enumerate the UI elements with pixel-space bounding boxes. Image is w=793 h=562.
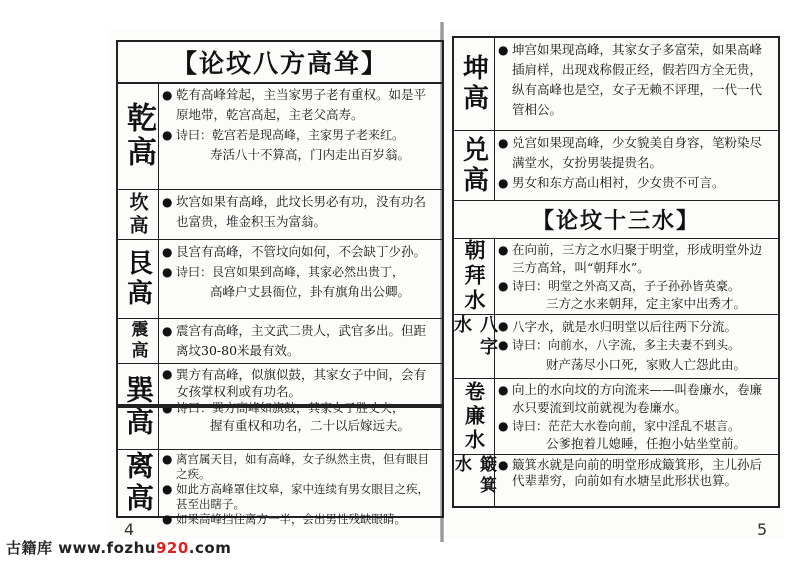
section-label: 卷廉水 — [454, 379, 495, 454]
section-label: 朝拜水 — [454, 239, 495, 314]
section-chaobai: 朝拜水 ● 在向前，三方之水归聚于明堂，形成明堂外边三方高耸，叫“朝拜水”。 ● 诗曰：明堂之外高又高，子子孙孙皆英豪。 三方之水来朝拜，定主家中出秀才。 — [454, 238, 778, 314]
subtitle-box — [454, 200, 778, 238]
left-title — [118, 42, 442, 84]
site-watermark: 古籍库 www.fozhu920.com — [6, 539, 232, 557]
section-label: 八字水 — [454, 315, 495, 378]
left-title-text: 【论坟八方高耸】 — [171, 49, 388, 78]
section-label: 兑高 — [454, 131, 495, 200]
paragraph: ● 离宫属天目，如有高峰，女子纵然主贵，但有眼目之疾。 — [162, 452, 438, 482]
right-subtitle: 【论坟十三水】 — [531, 209, 700, 234]
section-bazi: 八字水 ● 八字水，就是水归明堂以后往两下分流。 ● 诗曰：向前水，八字流，多主夫妻不到头。 财产荡尽小口死，家败人亡怨此由。 — [454, 314, 778, 378]
section-label: 艮高 — [118, 240, 159, 318]
section-kan: 坎高 ● 坎宫如果有高峰，此坟长男必有功，没有功名也富贵，堆金积玉为富翁。 — [118, 189, 442, 239]
paragraph: ● 如此方高峰罩住坟皋，家中连续有男女眼目之疾，甚至出瞎子。 — [162, 482, 438, 512]
section-li — [116, 404, 444, 408]
section-li — [118, 449, 442, 526]
section-kun: 坤高 ● 坤宫如果现高峰，其家女子多富荣，如果高峰插肩样，出现戏称假正经，假若四方全无贵，纵有高峰也是空，女子无赖不评理，一代一代管相公。 — [454, 38, 778, 130]
section-label: 乾高 — [118, 83, 159, 189]
section-label: 巽高 — [118, 364, 159, 449]
section-label: 簸箕水 — [454, 455, 495, 506]
section-content: ● 乾有高峰耸起，主当家男子老有重权。如是平原地带，乾宫高起，主老父高寿。 ● 诗曰：乾宫若是现高峰，主家男子老来红。 寿活八十不算高，门内走出百岁翁。 — [162, 85, 438, 187]
right-table — [452, 36, 780, 508]
left-table — [116, 40, 444, 526]
section-label: 坎高 — [118, 190, 159, 239]
section-xun: 巽高 ● 巽方有高峰，似旗似鼓，其家女子中间，会有女孩掌权利或有功名。 ● 诗曰：巽方高峰如旗鼓，其家女子胜丈夫， 握有重权和功名，二十以后嫁远夫。 — [118, 363, 442, 449]
section-label: 坤高 — [454, 38, 495, 130]
section-label: 离高 — [118, 450, 159, 516]
section-gen: 艮高 ● 艮宫有高峰，不管坟向如何，不会缺丁少孙。 ● 诗曰：艮宫如果到高峰，其家必然出贵丁， 高峰户丈县衙位，卦有旗角出公卿。 — [118, 239, 442, 318]
paragraph: ● 如果高峰挡住离方一半，会出男性残缺眼睛。 — [162, 512, 438, 527]
section-juanlian: 卷廉水 ● 向上的水向坟的方向流来——叫卷廉水，卷廉水只要流到坟前就视为卷廉水。 ● 诗曰：茫茫大水卷向前，家中淫乱不堪言。 公爹抱着儿媳睡，任抱小姑坐堂前。 — [454, 378, 778, 454]
section-dui: 兑高 ● 兑宫如果现高峰，少女貌美自身容，笔粉染尽满堂水，女扮男装提贵名。 ● 男女和东方高山相衬，少女贵不可言。 — [454, 130, 778, 200]
section-qian — [118, 82, 442, 189]
section-label: 震高 — [118, 319, 159, 363]
section-boji: 簸箕水 ● 簸箕水就是向前的明堂形成簸箕形，主儿孙后代辈辈穷，向前如有水塘呈此形状也算。 — [454, 454, 778, 506]
section-zhen: 震高 ● 震宫有高峰，主文武二贵人，武官多出。但距离坟30-80米最有效。 — [118, 318, 442, 363]
right-page-number: 5 — [757, 520, 768, 539]
left-page-number: 4 — [124, 520, 135, 539]
